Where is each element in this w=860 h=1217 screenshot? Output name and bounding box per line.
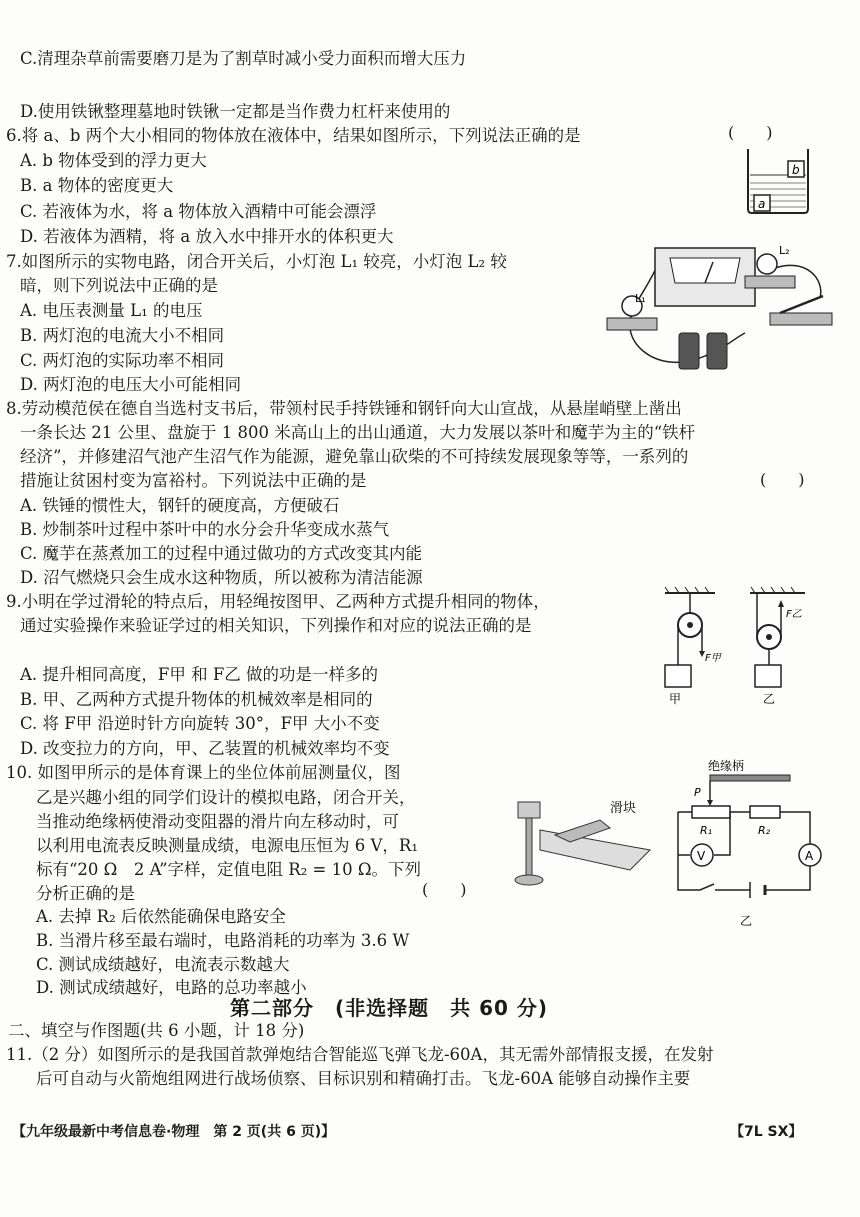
label-r2: R₂	[758, 824, 771, 837]
text-line-l35: B. 当滑片移至最右端时，电路消耗的功率为 3.6 W	[36, 931, 410, 950]
weight-jia	[665, 665, 691, 687]
text-line-l17: 措施让贫困村变为富裕村。下列说法中正确的是	[20, 471, 367, 490]
text-line-l34: A. 去掉 R₂ 后依然能确保电路安全	[36, 907, 286, 926]
answer-bracket-p10: ( )	[422, 880, 467, 899]
text-line-l40: 后可自动与火箭炮组网进行战场侦察、目标识别和精确打击。飞龙-60A 能够自动操作主要	[36, 1069, 691, 1088]
footer-left: 【九年级最新中考信息卷·物理 第 2 页(共 6 页)】	[12, 1124, 336, 1140]
text-line-l32: 标有“20 Ω 2 A”字样，定值电阻 R₂ = 10 Ω。下列	[36, 860, 422, 879]
label-b: b	[792, 163, 800, 177]
section-title: 第二部分 (非选择题 共 60 分)	[230, 996, 549, 1020]
text-line-l39: 11.（2 分）如图所示的是我国首款弹炮结合智能巡飞弹飞龙-60A，其无需外部情报支援，在发射	[6, 1045, 714, 1064]
label-v: V	[697, 849, 706, 863]
text-line-l7: D. 若液体为酒精，将 a 放入水中排开水的体积更大	[20, 227, 394, 246]
text-line-l25: B. 甲、乙两种方式提升物体的机械效率是相同的	[20, 690, 373, 709]
text-line-l21: D. 沼气燃烧只会生成水这种物质，所以被称为清洁能源	[20, 568, 423, 587]
label-l1: L₁	[635, 292, 646, 305]
circuit-figure	[595, 238, 840, 383]
text-line-l31: 以利用电流表反映测量成绩，电源电压恒为 6 V，R₁	[36, 836, 418, 855]
text-line-l23: 通过实验操作来验证学过的相关知识，下列操作和对应的说法正确的是	[20, 616, 532, 635]
footer-right: 【7L SX】	[730, 1124, 803, 1140]
text-line-l19: B. 炒制茶叶过程中茶叶中的水分会升华变成水蒸气	[20, 520, 390, 539]
label-a: A	[805, 849, 814, 863]
text-line-l18: A. 铁锤的惯性大，钢钎的硬度高，方便破石	[20, 496, 340, 515]
label-yi-circuit: 乙	[740, 914, 753, 928]
switch	[700, 884, 714, 890]
text-line-l27: D. 改变拉力的方向，甲、乙装置的机械效率均不变	[20, 739, 390, 758]
text-line-l28: 10. 如图甲所示的是体育课上的坐位体前屈测量仪，图	[6, 763, 401, 782]
text-line-l14: 8.劳动模范侯在德自当选村支书后，带领村民手持铁锤和钢钎向大山宣战，从悬崖峭壁上凿出	[6, 399, 682, 418]
resistor-r1	[692, 806, 730, 818]
sit-reach-device	[500, 790, 675, 890]
label-yi: 乙	[763, 692, 776, 706]
text-line-l38: 二、填空与作图题(共 6 小题，计 18 分)	[8, 1021, 305, 1040]
text-line-l11: B. 两灯泡的电流大小不相同	[20, 326, 225, 345]
text-line-l36: C. 测试成绩越好，电流表示数越大	[36, 955, 290, 974]
text-line-l22: 9.小明在学过滑轮的特点后，用轻绳按图甲、乙两种方式提升相同的物体，	[6, 592, 550, 611]
text-line-l37: D. 测试成绩越好，电路的总功率越小	[36, 978, 307, 997]
switch	[770, 313, 832, 325]
text-line-l8: 7.如图所示的实物电路，闭合开关后，小灯泡 L₁ 较亮，小灯泡 L₂ 较	[6, 252, 507, 271]
label-p: P	[694, 786, 701, 799]
answer-bracket-p8: ( )	[760, 470, 805, 489]
text-line-l30: 当推动绝缘柄使滑动变阻器的滑片向左移动时，可	[36, 812, 399, 831]
text-line-l1: C.清理杂草前需要磨刀是为了割草时减小受力面积而增大压力	[20, 49, 467, 68]
text-line-l9: 暗，则下列说法中正确的是	[20, 276, 218, 295]
text-line-l33: 分析正确的是	[36, 884, 135, 903]
text-line-l16: 经济”，并修建沼气池产生沼气作为能源，避免靠山砍柴的不可持续发展现象等等，一系列的	[20, 447, 689, 466]
text-line-l15: 一条长达 21 公里、盘旋于 1 800 米高山上的出山通道，大力发展以茶叶和魔芋为主的“铁杆	[20, 423, 696, 442]
text-line-l13: D. 两灯泡的电压大小可能相同	[20, 375, 242, 394]
text-line-l2: D.使用铁锹整理墓地时铁锹一定都是当作费力杠杆来使用的	[20, 102, 451, 121]
text-line-l5: B. a 物体的密度更大	[20, 176, 174, 195]
text-line-l26: C. 将 F甲 沿逆时针方向旋转 30°，F甲 大小不变	[20, 714, 380, 733]
text-line-l3: 6.将 a、b 两个大小相同的物体放在液体中，结果如图所示，下列说法正确的是	[6, 126, 581, 145]
text-line-l29: 乙是兴趣小组的同学们设计的模拟电路，闭合开关，	[36, 788, 416, 807]
label-jia: 甲	[669, 692, 682, 706]
label-slider: 滑块	[610, 801, 637, 816]
label-f-yi: F乙	[786, 609, 802, 620]
pulley-figure	[655, 585, 825, 715]
text-line-l6: C. 若液体为水，将 a 物体放入酒精中可能会漂浮	[20, 202, 377, 221]
answer-bracket-p6: ( )	[728, 123, 773, 142]
lamp-l2	[757, 254, 777, 274]
weight-yi	[755, 665, 781, 687]
sim-circuit-figure	[670, 760, 830, 935]
text-line-l12: C. 两灯泡的实际功率不相同	[20, 351, 225, 370]
label-l2: L₂	[779, 244, 790, 257]
battery-2	[707, 333, 727, 369]
text-line-l10: A. 电压表测量 L₁ 的电压	[20, 301, 203, 320]
label-f-jia: F甲	[705, 653, 721, 664]
battery-1	[679, 333, 699, 369]
beaker-figure	[740, 145, 820, 215]
text-line-l20: C. 魔芋在蒸煮加工的过程中通过做功的方式改变其内能	[20, 544, 423, 563]
label-r1: R₁	[700, 824, 713, 837]
resistor-r2	[750, 806, 780, 818]
text-line-l24: A. 提升相同高度，F甲 和 F乙 做的功是一样多的	[20, 665, 379, 684]
label-handle: 绝缘柄	[708, 759, 745, 773]
text-line-l4: A. b 物体受到的浮力更大	[20, 151, 207, 170]
label-a: a	[758, 197, 766, 211]
